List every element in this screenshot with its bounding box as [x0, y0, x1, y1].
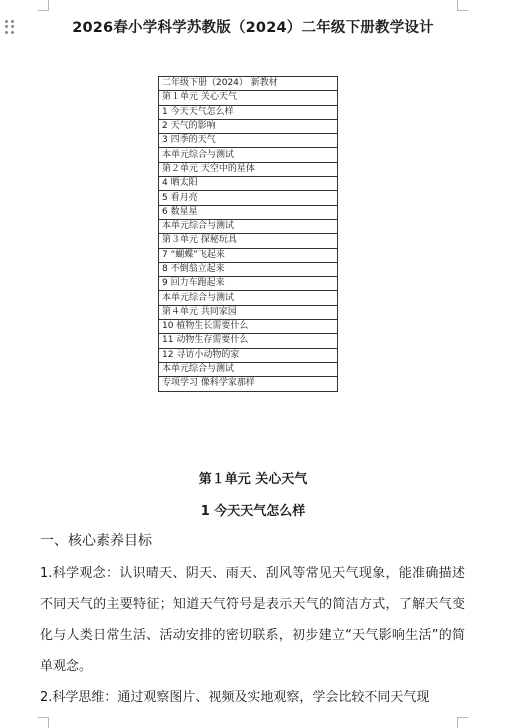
table-row: [159, 362, 338, 376]
toc-cell: 3 四季的天气: [159, 134, 338, 148]
toc-cell: 本单元综合与测试: [159, 362, 338, 376]
toc-cell: 10 植物生长需要什么: [159, 320, 338, 334]
table-row: [159, 191, 338, 205]
table-row: [159, 305, 338, 319]
toc-cell: 8 不倒翁立起来: [159, 262, 338, 276]
lesson-heading: 1 今天天气怎么样: [200, 504, 306, 519]
table-row: [159, 91, 338, 105]
page-corner-mark: [38, 0, 49, 11]
table-row: [159, 119, 338, 133]
toc-cell: 12 寻访小动物的家: [159, 348, 338, 362]
paragraph-text: 科学观念：认识晴天、阴天、雨天、刮风等常见天气现象，能准确描述不同天气的主要特征；知道天气符号是表示天气的简洁方式，了解天气变化与人类日常生活、活动安排的密切联系，初步建立“天气影响生活”的简单观念。: [40, 566, 465, 674]
table-row: [159, 334, 338, 348]
toc-cell: 第３单元 探秘玩具: [159, 234, 338, 248]
table-row: [159, 219, 338, 233]
paragraph: [40, 682, 465, 713]
toc-cell: 7 “蝴蝶”飞起来: [159, 248, 338, 262]
toc-cell: 5 看月亮: [159, 191, 338, 205]
table-row: [159, 348, 338, 362]
page-corner-mark: [457, 717, 468, 728]
toc-cell: 9 回力车跑起来: [159, 277, 338, 291]
table-row: [159, 162, 338, 176]
toc-cell: 4 晒太阳: [159, 177, 338, 191]
table-row: [159, 77, 338, 91]
document-title: 2026春小学科学苏教版（2024）二年级下册教学设计: [72, 20, 434, 36]
table-row: [159, 148, 338, 162]
toc-cell: 1 今天天气怎么样: [159, 105, 338, 119]
table-row: [159, 320, 338, 334]
toc-cell: 6 数星星: [159, 205, 338, 219]
paragraph-number: 1.: [40, 566, 53, 581]
page-corner-mark: [38, 717, 49, 728]
toc-cell: 11 动物生存需要什么: [159, 334, 338, 348]
toc-cell: 第４单元 共同家园: [159, 305, 338, 319]
table-row: [159, 277, 338, 291]
paragraph: [40, 558, 465, 682]
table-row: [159, 205, 338, 219]
toc-cell: 本单元综合与测试: [159, 148, 338, 162]
toc-cell: 本单元综合与测试: [159, 291, 338, 305]
table-of-contents: [158, 76, 338, 392]
table-row: [159, 177, 338, 191]
unit-heading: 第１单元 关心天气: [198, 472, 308, 487]
paragraph-number: 2.: [40, 690, 53, 705]
page-corner-mark: [457, 0, 468, 11]
table-row: [159, 134, 338, 148]
part-heading: 一、核心素养目标: [40, 533, 152, 549]
toc-cell: 第２单元 天空中的星体: [159, 162, 338, 176]
toc-cell: 二年级下册（2024） 新教材: [159, 77, 338, 91]
toc-cell: 专项学习 像科学家那样: [159, 377, 338, 391]
paragraph-text: 科学思维：通过观察图片、视频及实地观察，学会比较不同天气现: [52, 690, 430, 705]
table-row: [159, 262, 338, 276]
table-row: [159, 234, 338, 248]
toc-cell: 2 天气的影响: [159, 119, 338, 133]
table-row: [159, 377, 338, 391]
table-row: [159, 105, 338, 119]
toc-cell: 第１单元 关心天气: [159, 91, 338, 105]
table-row: [159, 248, 338, 262]
toc-cell: 本单元综合与测试: [159, 219, 338, 233]
table-row: [159, 291, 338, 305]
